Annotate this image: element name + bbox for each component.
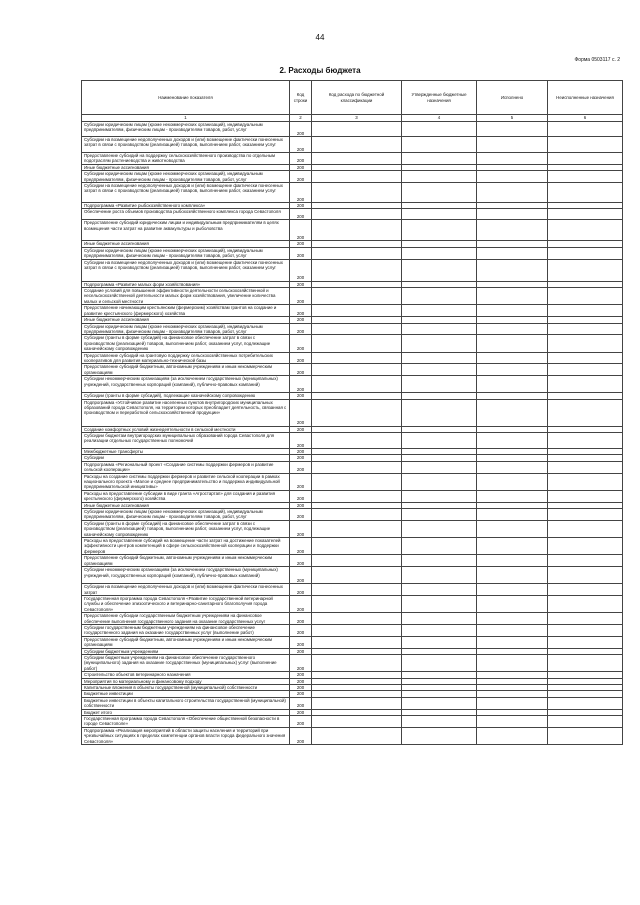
row-code: 200 (290, 432, 312, 448)
row-name: Субсидии (гранты в форме субсидий) на финансовое обеспечение затрат в связи с производством (реализацией) товаров, выполнением работ, оказанием услуг, подлежащие казначейскому сопровождению (82, 520, 290, 537)
row-executed (477, 399, 548, 426)
row-name: Подпрограмма «Развитие малых форм хозяйствования» (82, 281, 290, 287)
table-row (82, 323, 623, 335)
row-kbk (312, 584, 402, 596)
row-executed (477, 624, 548, 636)
row-unexecuted (548, 473, 623, 490)
table-row (82, 584, 623, 596)
row-kbk (312, 461, 402, 473)
row-code: 200 (290, 171, 312, 183)
row-approved (402, 209, 477, 220)
row-executed (477, 473, 548, 490)
row-name: Расходы на предоставление субсидии в виде гранта «Агростартап» для создания и развития крестьянского (фермерского) хозяйства (82, 490, 290, 502)
row-code: 200 (290, 247, 312, 259)
table-row (82, 288, 623, 305)
table-row (82, 509, 623, 521)
row-approved (402, 305, 477, 317)
row-executed (477, 137, 548, 153)
row-name: Предоставление начинающим крестьянским (фермерским) хозяйствам грантов на создание и развитие крестьянского (фермерского) хозяйства (82, 305, 290, 317)
row-kbk (312, 432, 402, 448)
row-code: 200 (290, 716, 312, 728)
row-unexecuted (548, 584, 623, 596)
row-name: Предоставление субсидий бюджетным, автономным учреждениям и иным некоммерческим организациям (82, 555, 290, 567)
table-row (82, 473, 623, 490)
table-row (82, 137, 623, 153)
row-kbk (312, 727, 402, 744)
row-name: Субсидии бюджетным учреждениям (82, 648, 290, 654)
expenditures-table (81, 80, 623, 745)
row-name: Субсидии юридическим лицам (кроме некоммерческих организаций), индивидуальным предпринимателям, физическим лицам - производителям товаров, работ, услуг (82, 122, 290, 137)
table-row (82, 538, 623, 555)
row-code: 200 (290, 288, 312, 305)
row-kbk (312, 567, 402, 584)
row-kbk (312, 153, 402, 165)
row-name: Предоставление субсидии государственным бюджетным учреждениям на финансовое обеспечение выполнения государственного задания на оказание государственных услуг (82, 613, 290, 625)
row-code: 200 (290, 490, 312, 502)
table-row (82, 461, 623, 473)
row-name: Предоставление субсидий юридическим лицам и индивидуальным предпринимателям в целях возмещения части затрат на развитие аквакультуры и рыболовства (82, 220, 290, 241)
row-unexecuted (548, 716, 623, 728)
row-name: Субсидии (гранты в форме субсидий) на финансовое обеспечение затрат в связи с производством (реализацией) товаров, выполнением работ, оказанием услуг, подлежащие казначейскому сопровождению (82, 335, 290, 352)
row-unexecuted (548, 490, 623, 502)
row-unexecuted (548, 335, 623, 352)
table-row (82, 376, 623, 393)
row-executed (477, 259, 548, 281)
row-unexecuted (548, 520, 623, 537)
row-name: Иные бюджетные ассигнования (82, 241, 290, 247)
row-executed (477, 305, 548, 317)
row-code: 200 (290, 335, 312, 352)
row-kbk (312, 352, 402, 364)
row-name: Субсидии юридическим лицам (кроме некоммерческих организаций), индивидуальным предпринимателям, физическим лицам - производителям товаров, работ, услуг (82, 247, 290, 259)
row-kbk (312, 137, 402, 153)
row-approved (402, 432, 477, 448)
row-code: 200 (290, 209, 312, 220)
row-executed (477, 509, 548, 521)
row-code: 200 (290, 352, 312, 364)
row-code: 200 (290, 448, 312, 454)
row-approved (402, 584, 477, 596)
row-name: Межбюджетные трансферты (82, 448, 290, 454)
table-row (82, 624, 623, 636)
column-number: 1 (82, 115, 290, 122)
row-executed (477, 220, 548, 241)
table-row (82, 490, 623, 502)
row-approved (402, 399, 477, 426)
row-code: 200 (290, 426, 312, 432)
row-approved (402, 352, 477, 364)
row-kbk (312, 183, 402, 203)
row-name: Субсидии на возмещение недополученных доходов и (или) возмещение фактически понесенных затрат в связи с производством (реализацией) товаров, выполнением работ, оказанием услуг (82, 183, 290, 203)
row-name: Мероприятия по материальному и финансовому подходу (82, 678, 290, 684)
row-kbk (312, 247, 402, 259)
row-code: 200 (290, 259, 312, 281)
row-code: 200 (290, 584, 312, 596)
table-row (82, 259, 623, 281)
row-executed (477, 654, 548, 671)
row-kbk (312, 624, 402, 636)
row-name: Иные бюджетные ассигнования (82, 502, 290, 508)
table-row (82, 220, 623, 241)
row-kbk (312, 122, 402, 137)
row-code: 200 (290, 648, 312, 654)
row-approved (402, 461, 477, 473)
row-unexecuted (548, 567, 623, 584)
row-code: 200 (290, 461, 312, 473)
row-name: Субсидии некоммерческим организациям (за исключением государственных (муниципальных) учреждений, государственных корпораций (компаний), публично-правовых компаний) (82, 376, 290, 393)
row-approved (402, 288, 477, 305)
column-number: 4 (402, 115, 477, 122)
row-unexecuted (548, 376, 623, 393)
row-unexecuted (548, 305, 623, 317)
row-code: 200 (290, 323, 312, 335)
row-code: 200 (290, 727, 312, 744)
row-code: 200 (290, 538, 312, 555)
header-row (82, 81, 623, 115)
row-kbk (312, 490, 402, 502)
row-name: Создание условий для повышения эффективности деятельности сельскохозяйственной и несельскохозяйственной деятельности малых форм хозяйствования, увеличение количества малых и сельской местности (82, 288, 290, 305)
row-approved (402, 555, 477, 567)
row-kbk (312, 509, 402, 521)
row-approved (402, 567, 477, 584)
row-code: 200 (290, 678, 312, 684)
row-name: Бюджетные инвестиции в объекты капитального строительства государственной (муниципальной) собственности (82, 697, 290, 709)
row-approved (402, 490, 477, 502)
column-header: Неисполненные назначения (548, 81, 623, 115)
row-name: Субсидии на возмещение недополученных доходов и (или) возмещение фактически понесенных затрат в связи с производством (реализацией) товаров, выполнением работ, оказанием услуг (82, 137, 290, 153)
row-approved (402, 520, 477, 537)
row-approved (402, 122, 477, 137)
table-row (82, 716, 623, 728)
row-executed (477, 538, 548, 555)
row-code: 200 (290, 654, 312, 671)
row-unexecuted (548, 153, 623, 165)
row-executed (477, 153, 548, 165)
row-kbk (312, 305, 402, 317)
row-name: Подпрограмма «Региональный проект «Создание системы поддержки фермеров и развитие сельской кооперации» (82, 461, 290, 473)
row-name: Субсидии на возмещение недополученных доходов и (или) возмещение фактически понесенных затрат (82, 584, 290, 596)
row-name: Субсидии юридическим лицам (кроме некоммерческих организаций), индивидуальным предпринимателям, физическим лицам - производителям товаров, работ, услуг (82, 323, 290, 335)
column-number: 3 (312, 115, 402, 122)
table-row (82, 727, 623, 744)
row-unexecuted (548, 122, 623, 137)
row-unexecuted (548, 364, 623, 376)
row-approved (402, 613, 477, 625)
row-approved (402, 473, 477, 490)
row-unexecuted (548, 509, 623, 521)
row-code: 200 (290, 393, 312, 399)
table-row (82, 399, 623, 426)
row-approved (402, 364, 477, 376)
row-kbk (312, 636, 402, 648)
row-name: Капитальные вложения в объекты государственной (муниципальной) собственности (82, 685, 290, 691)
row-kbk (312, 697, 402, 709)
column-number: 5 (477, 115, 548, 122)
row-kbk (312, 595, 402, 612)
row-name: Подпрограмма «Развитие рыбохозяйственного комплекса» (82, 203, 290, 209)
row-kbk (312, 716, 402, 728)
row-code: 200 (290, 317, 312, 323)
row-executed (477, 595, 548, 612)
row-kbk (312, 288, 402, 305)
row-name: Субсидии бюджетным учреждениям на финансовое обеспечение государственного (муниципального) задания на оказание государственных (муниципальных) услуг (выполнение работ) (82, 654, 290, 671)
row-kbk (312, 364, 402, 376)
row-executed (477, 716, 548, 728)
row-kbk (312, 220, 402, 241)
table-row (82, 555, 623, 567)
row-code: 200 (290, 203, 312, 209)
row-name: Субсидии (гранты в форме субсидий), подлежащие казначейскому сопровождению (82, 393, 290, 399)
row-executed (477, 636, 548, 648)
row-unexecuted (548, 352, 623, 364)
row-unexecuted (548, 461, 623, 473)
table-row (82, 364, 623, 376)
row-kbk (312, 654, 402, 671)
row-executed (477, 697, 548, 709)
row-executed (477, 461, 548, 473)
row-kbk (312, 335, 402, 352)
row-code: 200 (290, 399, 312, 426)
row-approved (402, 697, 477, 709)
row-code: 200 (290, 685, 312, 691)
row-kbk (312, 209, 402, 220)
row-name: Иные бюджетные ассигнования (82, 317, 290, 323)
row-code: 200 (290, 220, 312, 241)
row-executed (477, 613, 548, 625)
row-unexecuted (548, 727, 623, 744)
row-executed (477, 376, 548, 393)
table-row (82, 247, 623, 259)
row-unexecuted (548, 555, 623, 567)
row-code: 200 (290, 555, 312, 567)
table-row (82, 122, 623, 137)
table-row (82, 153, 623, 165)
row-code: 200 (290, 183, 312, 203)
row-executed (477, 323, 548, 335)
row-approved (402, 716, 477, 728)
row-approved (402, 183, 477, 203)
row-name: Иные бюджетные ассигнования (82, 164, 290, 170)
row-executed (477, 490, 548, 502)
table-body (82, 122, 623, 745)
row-code: 200 (290, 613, 312, 625)
row-executed (477, 171, 548, 183)
row-name: Государственная программа города Севастополя «Обеспечение общественной безопасности в городе Севастополе» (82, 716, 290, 728)
row-name: Создание комфортных условий жизнедеятельности в сельской местности (82, 426, 290, 432)
row-code: 200 (290, 697, 312, 709)
row-unexecuted (548, 288, 623, 305)
row-code: 200 (290, 709, 312, 715)
column-header: Код расхода по бюджетной классификации (312, 81, 402, 115)
table-row (82, 567, 623, 584)
row-code: 200 (290, 567, 312, 584)
row-executed (477, 567, 548, 584)
row-name: Предоставление субсидий бюджетным, автономным учреждениям и иным некоммерческим организациям (82, 636, 290, 648)
row-code: 200 (290, 376, 312, 393)
row-code: 200 (290, 520, 312, 537)
row-name: Субсидии юридическим лицам (кроме некоммерческих организаций), индивидуальным предпринимателям, физическим лицам - производителям товаров, работ, услуг (82, 509, 290, 521)
table-row (82, 520, 623, 537)
row-unexecuted (548, 654, 623, 671)
row-approved (402, 247, 477, 259)
row-unexecuted (548, 171, 623, 183)
row-code: 200 (290, 137, 312, 153)
row-kbk (312, 555, 402, 567)
row-name: Субсидии на возмещение недополученных доходов и (или) возмещение фактически понесенных затрат в связи с производством (реализацией) товаров, выполнением работ, оказанием услуг (82, 259, 290, 281)
column-number: 6 (548, 115, 623, 122)
row-name: Субсидии (82, 455, 290, 461)
row-name: Обеспечение роста объемов производства рыбохозяйственного комплекса города Севастополя (82, 209, 290, 220)
table-row (82, 171, 623, 183)
row-code: 200 (290, 473, 312, 490)
row-code: 200 (290, 691, 312, 697)
row-approved (402, 376, 477, 393)
row-kbk (312, 323, 402, 335)
column-number: 2 (290, 115, 312, 122)
row-code: 200 (290, 624, 312, 636)
table-row (82, 209, 623, 220)
row-name: Субсидии юридическим лицам (кроме некоммерческих организаций), индивидуальным предпринимателям, физическим лицам - производителям товаров, работ, услуг (82, 171, 290, 183)
table-row (82, 305, 623, 317)
row-unexecuted (548, 613, 623, 625)
row-name: Предоставление субсидий на поддержку сельскохозяйственного производства по отдельным подотраслям растениеводства и животноводства (82, 153, 290, 165)
table-row (82, 636, 623, 648)
row-approved (402, 509, 477, 521)
row-kbk (312, 473, 402, 490)
column-header: Наименование показателя (82, 81, 290, 115)
row-name: Расходы на предоставление субсидий на возмещение части затрат на достижение показателей эффективности центров компетенций в сфере сельскохозяйственной кооперации и поддержки фермеров (82, 538, 290, 555)
row-approved (402, 538, 477, 555)
row-code: 200 (290, 364, 312, 376)
section-title: 2. Расходы бюджета (279, 66, 361, 75)
row-executed (477, 209, 548, 220)
column-header: Код строки (290, 81, 312, 115)
row-executed (477, 520, 548, 537)
row-kbk (312, 613, 402, 625)
row-name: Государственная программа города Севастополя «Развитие государственной ветеринарной службы и обеспечение эпизоотического и ветеринарно-санитарного благополучия города Севастополя» (82, 595, 290, 612)
row-code: 200 (290, 502, 312, 508)
row-kbk (312, 520, 402, 537)
row-kbk (312, 538, 402, 555)
row-approved (402, 654, 477, 671)
table-row (82, 613, 623, 625)
row-unexecuted (548, 636, 623, 648)
row-executed (477, 555, 548, 567)
row-approved (402, 171, 477, 183)
row-executed (477, 352, 548, 364)
row-code: 200 (290, 122, 312, 137)
row-unexecuted (548, 538, 623, 555)
table-row (82, 352, 623, 364)
table-row (82, 183, 623, 203)
row-unexecuted (548, 209, 623, 220)
row-code: 200 (290, 595, 312, 612)
row-unexecuted (548, 595, 623, 612)
row-unexecuted (548, 697, 623, 709)
row-kbk (312, 399, 402, 426)
row-code: 200 (290, 241, 312, 247)
row-name: Подпрограмма «Реализация мероприятий в области защиты населения и территорий при чрезвычайных ситуациях в пределах компетенции органов власти города федерального значения Севастополя» (82, 727, 290, 744)
row-approved (402, 727, 477, 744)
table-row (82, 432, 623, 448)
column-header: Исполнено (477, 81, 548, 115)
row-approved (402, 595, 477, 612)
form-code: Форма 0503117 с. 2 (574, 57, 620, 63)
row-executed (477, 584, 548, 596)
row-executed (477, 335, 548, 352)
row-code: 200 (290, 636, 312, 648)
row-unexecuted (548, 432, 623, 448)
row-name: Субсидии некоммерческим организациям (за исключением государственных (муниципальных) учреждений, государственных корпораций (компаний), публично-правовых компаний) (82, 567, 290, 584)
row-executed (477, 432, 548, 448)
row-unexecuted (548, 220, 623, 241)
row-unexecuted (548, 323, 623, 335)
row-kbk (312, 376, 402, 393)
row-approved (402, 153, 477, 165)
row-unexecuted (548, 137, 623, 153)
row-unexecuted (548, 399, 623, 426)
row-code: 200 (290, 305, 312, 317)
row-name: Расходы на создание системы поддержки фермеров и развитие сельской кооперации в рамках национального проекта «Малое и среднее предпринимательство и поддержка индивидуальной предпринимательской инициативы» (82, 473, 290, 490)
row-executed (477, 288, 548, 305)
row-name: Предоставление субсидий бюджетным, автономным учреждениям и иным некоммерческим организациям (82, 364, 290, 376)
row-unexecuted (548, 183, 623, 203)
row-kbk (312, 171, 402, 183)
row-code: 200 (290, 164, 312, 170)
row-code: 200 (290, 281, 312, 287)
page-number: 44 (315, 33, 325, 42)
row-executed (477, 247, 548, 259)
row-approved (402, 323, 477, 335)
row-name: Бюджет итого (82, 709, 290, 715)
row-code: 200 (290, 455, 312, 461)
table-row (82, 335, 623, 352)
row-approved (402, 624, 477, 636)
row-approved (402, 259, 477, 281)
row-code: 200 (290, 509, 312, 521)
row-approved (402, 636, 477, 648)
row-name: Подпрограмма «Устойчивое развитие населенных пунктов внутригородских муниципальных образований города Севастополя, на территории которых преобладает деятельность, связанная с производством и переработкой сельскохозяйственной продукции» (82, 399, 290, 426)
row-unexecuted (548, 259, 623, 281)
row-name: Бюджетные инвестиции (82, 691, 290, 697)
row-kbk (312, 259, 402, 281)
row-approved (402, 137, 477, 153)
row-unexecuted (548, 624, 623, 636)
table-row (82, 697, 623, 709)
row-name: Субсидии бюджетам внутригородских муниципальных образований города Севастополя для реализации отдельных государственных полномочий (82, 432, 290, 448)
row-executed (477, 183, 548, 203)
row-name: Субсидии государственным бюджетным учреждениям на финансовое обеспечение государственного задания на оказание государственных услуг (выполнение работ) (82, 624, 290, 636)
row-code: 200 (290, 672, 312, 678)
row-unexecuted (548, 247, 623, 259)
row-approved (402, 220, 477, 241)
row-code: 200 (290, 153, 312, 165)
row-name: Предоставление субсидий на грантовую поддержку сельскохозяйственных потребительских кооперативов для развития материально-технической базы (82, 352, 290, 364)
table-row (82, 654, 623, 671)
table-row (82, 595, 623, 612)
row-executed (477, 364, 548, 376)
column-numbers-row (82, 115, 623, 122)
row-name: Строительство объектов ветеринарного назначения (82, 672, 290, 678)
row-approved (402, 335, 477, 352)
column-header: Утвержденные бюджетные назначения (402, 81, 477, 115)
row-executed (477, 727, 548, 744)
row-executed (477, 122, 548, 137)
